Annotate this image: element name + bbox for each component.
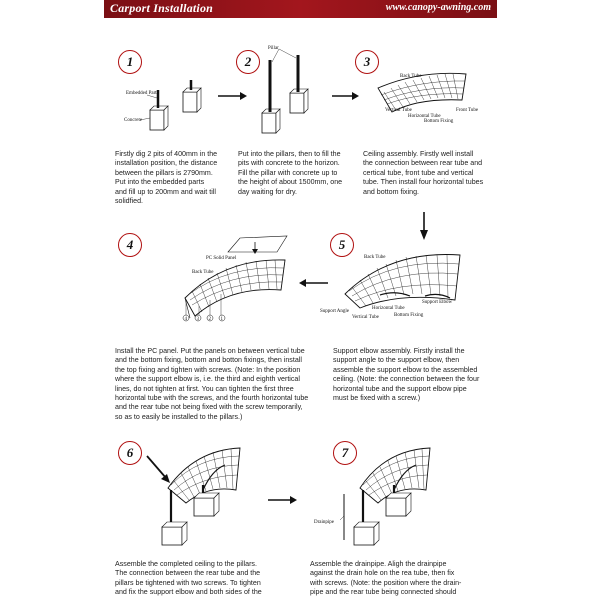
label-n4: 4: [184, 317, 187, 322]
ceiling-frame: [378, 73, 466, 112]
label-back-tube-5: Back Tube: [364, 255, 386, 260]
label-drainpipe: Drainpipe: [314, 520, 334, 525]
pillar-base-right: [290, 93, 304, 113]
arrow-step2-to-step3: [332, 92, 359, 100]
label-horizontal-tube-5: Horizontal Tube: [372, 306, 405, 311]
label-bottom-fixing-3: Bottom Fixing: [424, 119, 454, 124]
label-horizontal-tube-3: Horizontal Tube: [408, 114, 441, 119]
step-1-illustration: [124, 80, 201, 130]
label-pillar: Pillar: [268, 46, 279, 51]
step-7-description: Assemble the drainpipe. Aligh the drainpipe against the drain hole on the rea tube, then fix with screws. (Note: the position where the drain- pipe and the rear tube being connected should: [310, 560, 462, 597]
step-3-number: 3: [355, 50, 379, 74]
label-pc-solid-panel: PC Solid Panel: [206, 256, 237, 261]
step-3-description: Ceiling assembly. Firstly well install the connection between rear tube and certical tube, front tube and vertical tube. Then install four horizontal tubes and bottom fixing.: [363, 150, 484, 196]
label-back-tube-4: Back Tube: [192, 270, 214, 275]
step-4-number: 4: [118, 233, 142, 257]
label-support-elbow: Support Elbow: [422, 300, 453, 305]
step-5-illustration: [320, 212, 460, 320]
concrete-block-left: [150, 110, 164, 130]
website-url: www.canopy-awning.com: [385, 2, 491, 13]
arrow-step6-to-step7: [268, 496, 297, 504]
step-4-illustration: [183, 236, 287, 322]
label-concrete: Concrete: [124, 118, 143, 123]
label-back-tube-3: Back Tube: [400, 74, 422, 79]
label-n2: 2: [208, 317, 211, 322]
step-7-illustration: [314, 448, 430, 545]
label-vertical-tube-5: Vertical Tube: [352, 315, 379, 320]
label-embedded-parts: Embedded Parts: [126, 91, 159, 96]
step-6-number: 6: [118, 441, 142, 465]
step-7-number: 7: [333, 441, 357, 465]
concrete-block-right: [183, 92, 197, 112]
label-vertical-tube-3: Vertical Tube: [385, 108, 412, 113]
label-front-tube: Front Tube: [456, 108, 479, 113]
pillar-base-left: [262, 113, 276, 133]
step-2-description: Put into the pillars, then to fill the pits with concrete to the horizon. Fill the pillar with concrete up to the height of about 1500mm, one day waiting for dry.: [238, 150, 343, 196]
arrow-step5-to-step4: [299, 279, 328, 287]
step-3-illustration: [378, 73, 479, 124]
step-2-number: 2: [236, 50, 260, 74]
step-5-number: 5: [330, 233, 354, 257]
label-n3: 3: [196, 317, 199, 322]
label-bottom-fixing-5: Bottom Fixing: [394, 313, 424, 318]
step-6-description: Assemble the completed ceiling to the pillars. The connection between the rear tube and the pillars be tightened with two screws. To tighten and fix the support elbow and both sides of the: [115, 560, 262, 597]
step-6-illustration: [147, 448, 240, 545]
label-support-angle: Support Angle: [320, 309, 350, 314]
label-n1: 1: [220, 317, 223, 322]
step-4-description: Install the PC panel. Put the panels on between vertical tube and the bottom fixing, bottom and botton fixings, then install the top fixing and tighten with screws. (Note: In the position where the support elbow is, i.e. the third and eighth vertical lines, do not tighten at first. You can tighten the first three horizontal tube with the screws, and the fourth horizontal tube and the rear tube not being fixed with the screw temporarily, so as to easily be installed to the pillars.): [115, 347, 309, 421]
step-1-description: Firstly dig 2 pits of 400mm in the installation position, the distance between the pillars is 2790mm. Put into the embedded parts and fill up to 200mm and wait till solidfied.: [115, 150, 218, 206]
page-title: Carport Installation: [110, 1, 214, 15]
arrow-step1-to-step2: [218, 92, 247, 100]
step-2-illustration: [262, 46, 308, 133]
step-1-number: 1: [118, 50, 142, 74]
step-5-description: Support elbow assembly. Firstly install the support angle to the support elbow, then assemble the support elbow to the assembled ceiling. (Note: the connection between the four horizontal tube and the support elbow pipe must be fixed with a screw.): [333, 347, 480, 403]
